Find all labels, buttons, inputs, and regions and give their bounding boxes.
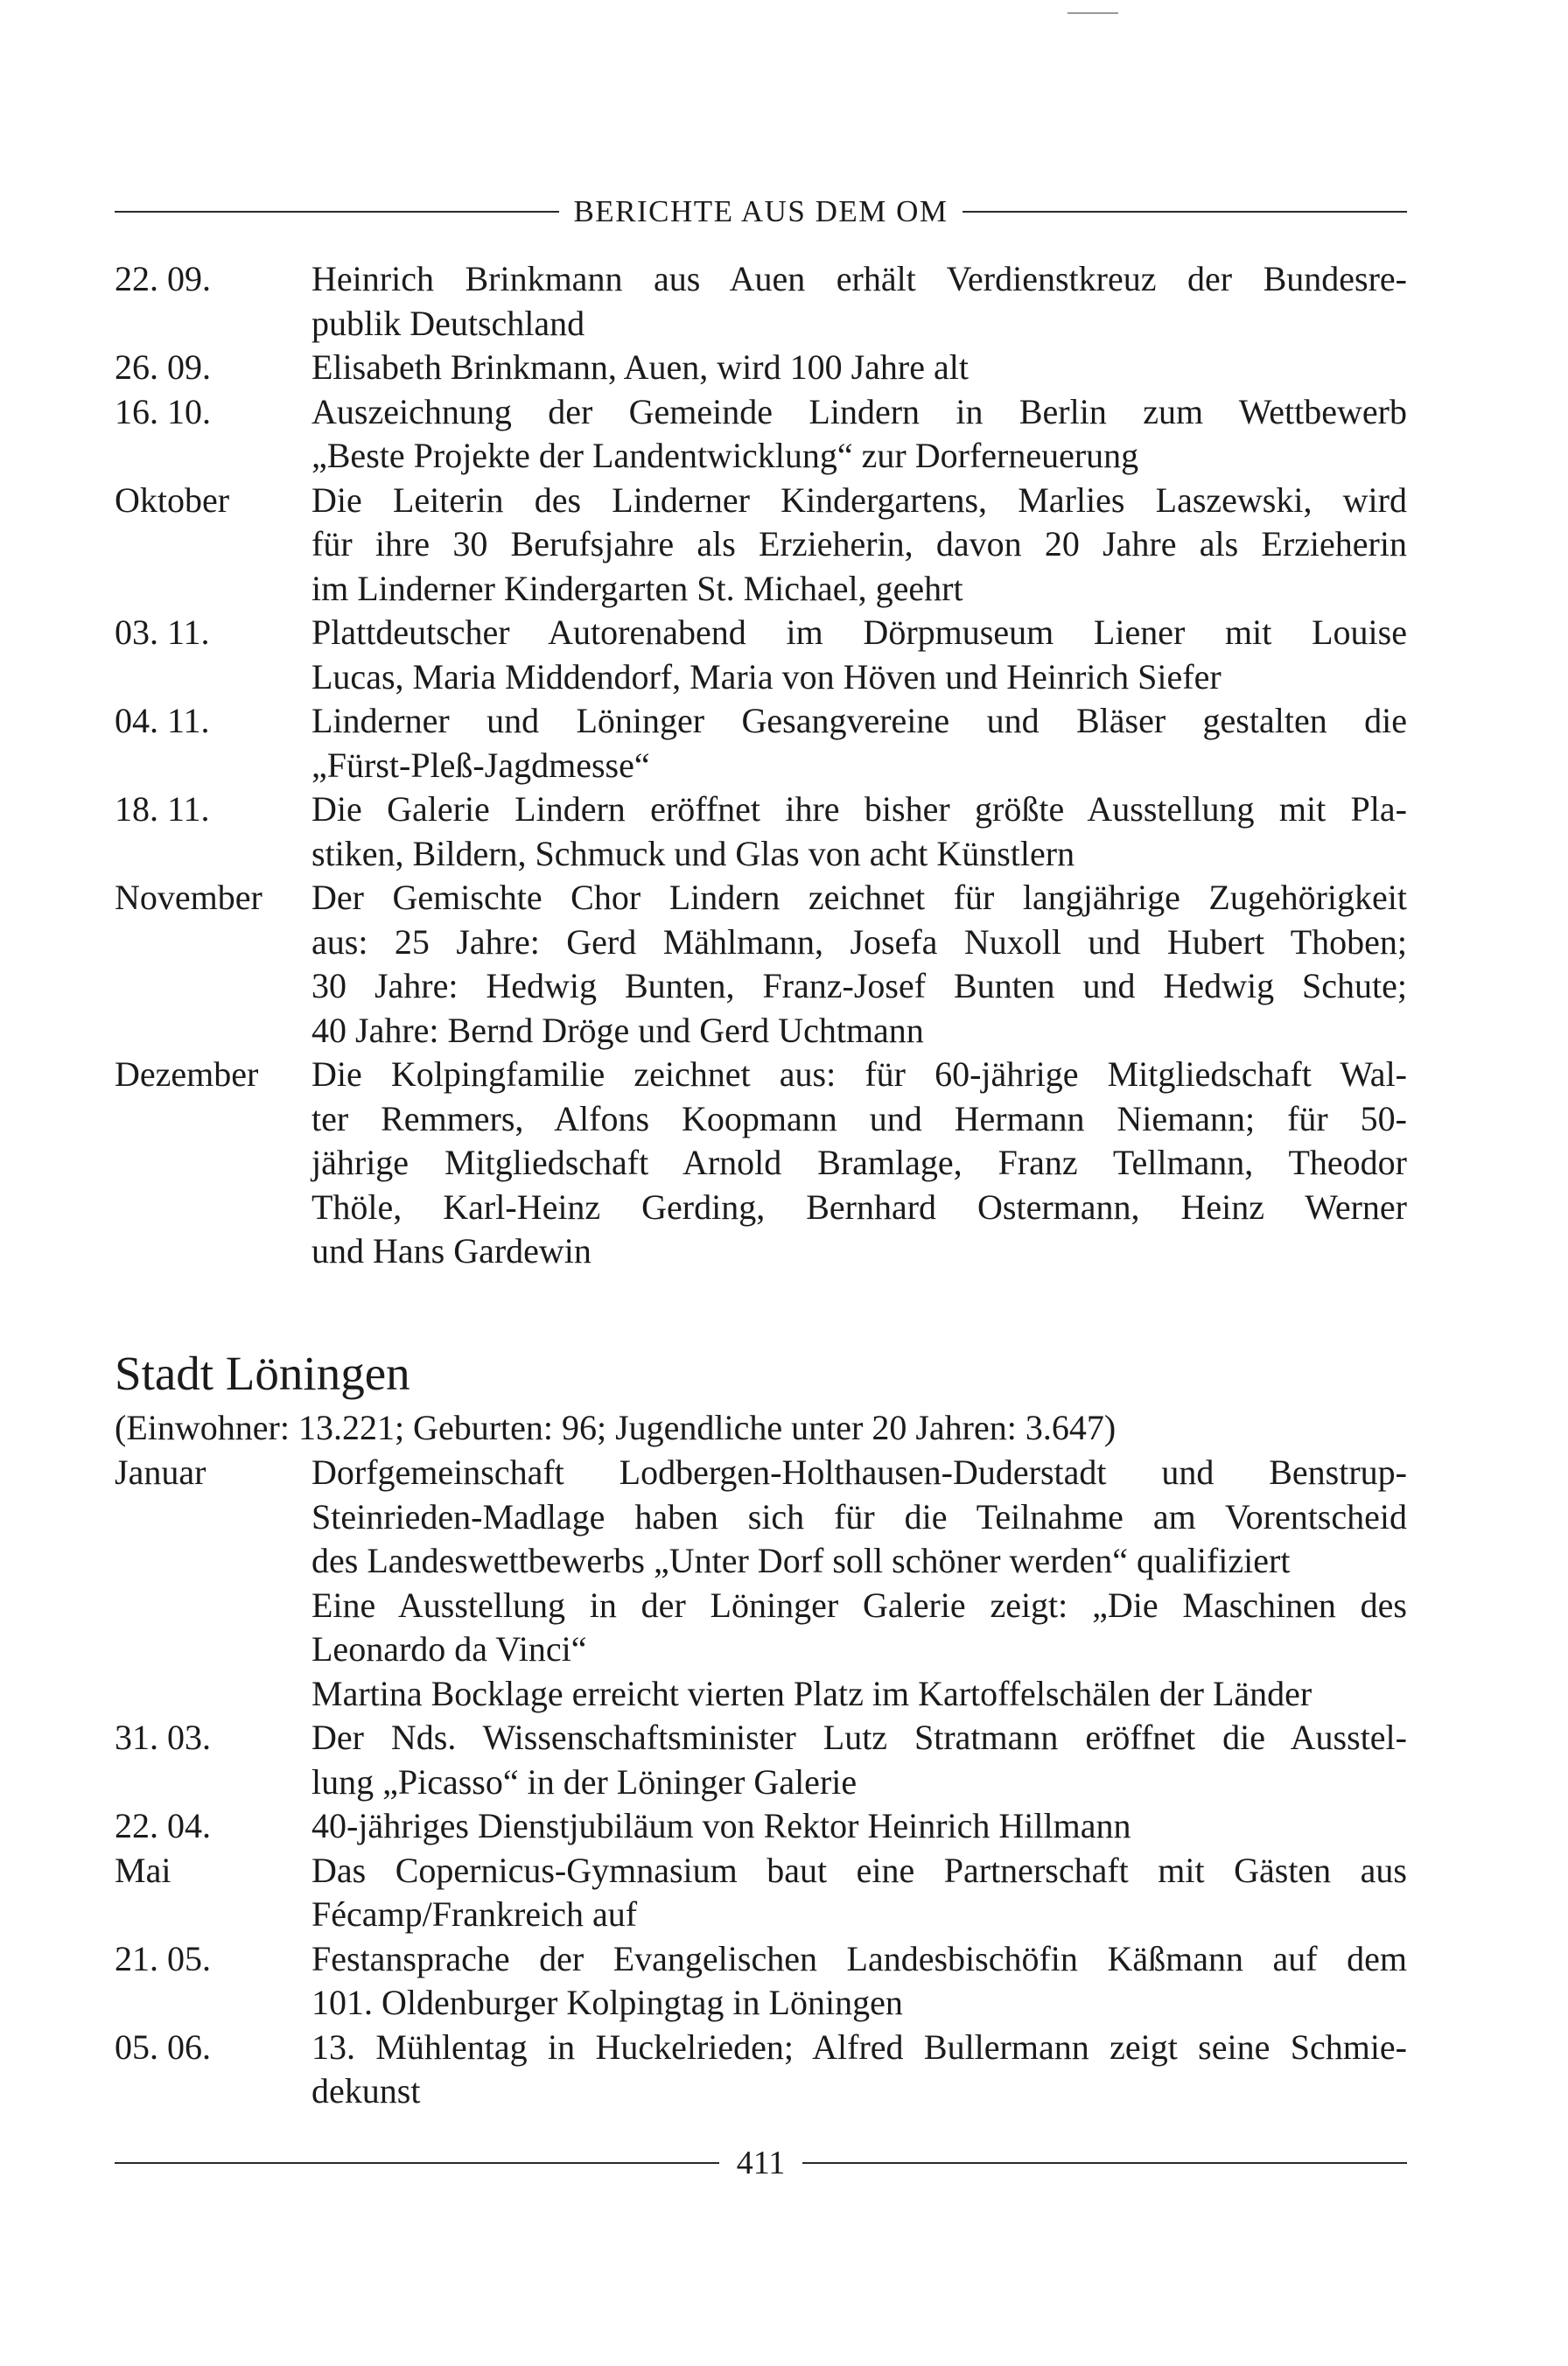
entry-text	[312, 699, 1407, 788]
chronicle-entry	[115, 1804, 1407, 1849]
entry-text-line: Die Kolpingfamilie zeichnet aus: für 60-jährige Mitgliedschaft Wal-	[312, 1054, 1407, 1094]
entry-text-line: 13. Mühlentag in Huckelrieden; Alfred Bullermann zeigt seine Schmie-	[312, 2026, 1407, 2067]
entry-text-line: des Landeswettbewerbs „Unter Dorf soll schöner werden“ qualifiziert	[312, 1541, 1291, 1580]
entry-text-line: und Hans Gardewin	[312, 1231, 592, 1270]
entry-text-line: Plattdeutscher Autorenabend im Dörpmuseum Liener mit Louise	[312, 612, 1407, 652]
entry-text-line: Martina Bocklage erreicht vierten Platz im Kartoffelschälen der Länder	[312, 1673, 1312, 1713]
entry-text	[312, 390, 1407, 479]
chronicle-entry	[115, 346, 1407, 390]
entry-text-line: für ihre 30 Berufsjahre als Erzieherin, davon 20 Jahre als Erzieherin	[312, 524, 1407, 564]
chronicle-entry	[115, 390, 1407, 479]
entry-text-line: Die Leiterin des Linderner Kindergartens, Marlies Laszewski, wird	[312, 480, 1407, 520]
entry-text-line: Der Gemischte Chor Lindern zeichnet für langjährige Zugehörigkeit	[312, 878, 1407, 917]
entry-text-line: Leonardo da Vinci“	[312, 1629, 587, 1669]
footer-rule-right	[802, 2162, 1407, 2164]
entry-date: Oktober	[115, 480, 230, 520]
lindern-chronicle	[115, 257, 1407, 1274]
entry-text-line: ter Remmers, Alfons Koopmann und Hermann Niemann; für 50-	[312, 1098, 1407, 1138]
entry-text-line: im Linderner Kindergarten St. Michael, geehrt	[312, 568, 963, 608]
chronicle-entry	[115, 611, 1407, 699]
chronicle-entry	[115, 257, 1407, 346]
entry-text-line: 40 Jahre: Bernd Dröge und Gerd Uchtmann	[312, 1010, 924, 1050]
entry-text	[312, 479, 1407, 612]
chronicle-entry	[115, 1451, 1407, 1716]
entry-text-line: „Beste Projekte der Landentwicklung“ zur Dorferneuerung	[312, 436, 1139, 475]
entry-date: 03. 11.	[115, 612, 210, 652]
entry-date: 04. 11.	[115, 701, 210, 740]
entry-text-line: Auszeichnung der Gemeinde Lindern in Berlin zum Wettbewerb	[312, 391, 1407, 431]
entry-date: 31. 03.	[115, 1718, 211, 1757]
entry-text	[312, 1451, 1407, 1716]
page-footer	[115, 2144, 1407, 2182]
header-rule-left	[115, 211, 559, 213]
entry-text-line: Das Copernicus-Gymnasium baut eine Partnerschaft mit Gästen aus	[312, 1850, 1407, 1890]
entry-text-line: Steinrieden-Madlage haben sich für die Teilnahme am Vorentscheid	[312, 1496, 1407, 1536]
entry-text-line: publik Deutschland	[312, 303, 585, 343]
entry-date: November	[115, 878, 262, 917]
entry-date: Mai	[115, 1850, 172, 1890]
running-header	[115, 194, 1407, 229]
entry-text-line: aus: 25 Jahre: Gerd Mählmann, Josefa Nuxoll und Hubert Thoben;	[312, 921, 1407, 962]
page-number: 411	[736, 2145, 786, 2181]
entry-text-line: „Fürst-Pleß-Jagdmesse“	[312, 745, 650, 785]
entry-date: 22. 09.	[115, 259, 211, 298]
chronicle-entry	[115, 479, 1407, 612]
entry-date: 05. 06.	[115, 2026, 211, 2067]
entry-text-line: Thöle, Karl-Heinz Gerding, Bernhard Ostermann, Heinz Werner	[312, 1186, 1407, 1227]
chronicle-entry	[115, 1937, 1407, 2026]
section-title: Stadt Löningen	[115, 1347, 410, 1400]
chronicle-entry	[115, 2026, 1407, 2114]
header-rule-right	[962, 211, 1407, 213]
entry-date: Dezember	[115, 1054, 259, 1094]
loeningen-chronicle	[115, 1451, 1407, 2114]
chronicle-entry	[115, 876, 1407, 1053]
entry-date: 18. 11.	[115, 789, 210, 829]
running-title: BERICHTE AUS DEM OM	[573, 194, 948, 228]
entry-date: Januar	[115, 1452, 206, 1492]
entry-text-line: Lucas, Maria Middendorf, Maria von Höven und Heinrich Siefer	[312, 656, 1222, 696]
chronicle-entry	[115, 788, 1407, 876]
entry-text-line: Die Galerie Lindern eröffnet ihre bisher größte Ausstellung mit Pla-	[312, 789, 1407, 829]
entry-text-line: Dorfgemeinschaft Lodbergen-Holthausen-Duderstadt und Benstrup-	[312, 1452, 1407, 1492]
entry-text-line: Der Nds. Wissenschaftsminister Lutz Stratmann eröffnet die Ausstel-	[312, 1718, 1407, 1757]
entry-date: 21. 05.	[115, 1938, 211, 1978]
chronicle-entry	[115, 699, 1407, 788]
section-statistics: (Einwohner: 13.221; Geburten: 96; Jugendliche unter 20 Jahren: 3.647)	[115, 1408, 1116, 1447]
entry-text-line: dekunst	[312, 2071, 421, 2110]
entry-text-line: 101. Oldenburger Kolpingtag in Löningen	[312, 1983, 903, 2022]
entry-text-line: Linderner und Löninger Gesangvereine und Bläser gestalten die	[312, 701, 1407, 740]
entry-text	[312, 2026, 1407, 2114]
entry-text-line: Heinrich Brinkmann aus Auen erhält Verdienstkreuz der Bundesre-	[312, 259, 1407, 298]
entry-text	[312, 788, 1407, 876]
entry-text-line: stiken, Bildern, Schmuck und Glas von acht Künstlern	[312, 833, 1075, 873]
entry-date: 16. 10.	[115, 391, 211, 431]
footer-rule-left	[115, 2162, 719, 2164]
entry-text-line: Eine Ausstellung in der Löninger Galerie zeigt: „Die Maschinen des	[312, 1585, 1407, 1625]
chronicle-entry	[115, 1053, 1407, 1274]
entry-text-line: Elisabeth Brinkmann, Auen, wird 100 Jahre alt	[312, 347, 969, 387]
entry-text	[312, 1849, 1407, 1937]
entry-text-line: Festansprache der Evangelischen Landesbischöfin Käßmann auf dem	[312, 1938, 1407, 1978]
entry-date: 22. 04.	[115, 1806, 211, 1845]
entry-text	[312, 1937, 1407, 2026]
entry-text	[312, 1804, 1407, 1849]
entry-text	[312, 611, 1407, 699]
entry-text-line: jährige Mitgliedschaft Arnold Bramlage, Franz Tellmann, Theodor	[312, 1143, 1407, 1182]
entry-text-line: 30 Jahre: Hedwig Bunten, Franz-Josef Bunten und Hedwig Schute;	[312, 966, 1407, 1005]
entry-text-line: 40-jähriges Dienstjubiläum von Rektor Heinrich Hillmann	[312, 1806, 1131, 1845]
entry-date: 26. 09.	[115, 347, 211, 387]
entry-text	[312, 346, 1407, 390]
entry-text	[312, 876, 1407, 1053]
entry-text	[312, 257, 1407, 346]
entry-text-line: lung „Picasso“ in der Löninger Galerie	[312, 1761, 858, 1802]
top-edge-mark	[1068, 12, 1118, 14]
chronicle-entry	[115, 1849, 1407, 1937]
entry-text-line: Fécamp/Frankreich auf	[312, 1894, 638, 1934]
chronicle-entry	[115, 1716, 1407, 1804]
entry-text	[312, 1716, 1407, 1804]
entry-text	[312, 1053, 1407, 1274]
